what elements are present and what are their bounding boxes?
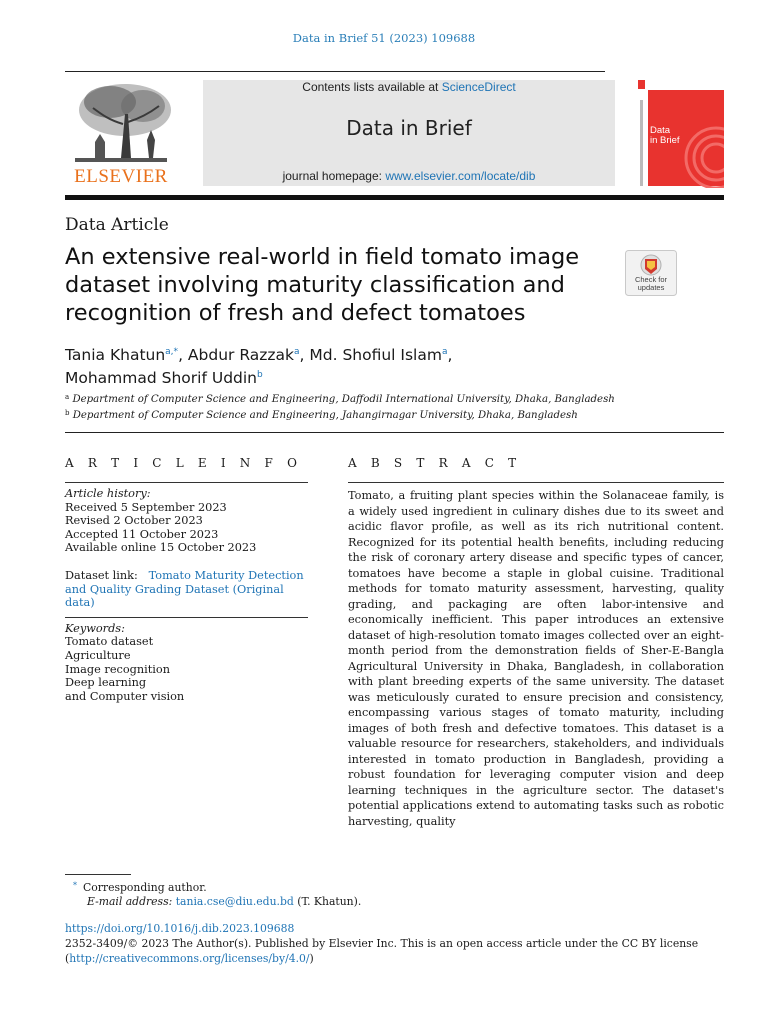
keyword-item: Tomato dataset <box>65 635 154 649</box>
history-item: Available online 15 October 2023 <box>65 541 257 555</box>
corresponding-author-note: * Corresponding author. E-mail address: tania.cse@diu.edu.bd (T. Khatun). <box>73 881 362 908</box>
affiliation-item: $^a$ Department of Computer Science and Engineering, Daffodil International University, Dhaka, Bangladesh <box>65 393 615 405</box>
doi-link[interactable]: https://doi.org/10.1016/j.dib.2023.109688 <box>65 922 295 935</box>
article-info-heading: A R T I C L E I N F O <box>65 456 303 470</box>
contents-line: Contents lists available at ScienceDirect <box>302 80 516 94</box>
author-affiliation-marker[interactable]: b <box>257 370 263 380</box>
keyword-item: Agriculture <box>65 648 131 662</box>
history-item: Revised 2 October 2023 <box>65 514 203 528</box>
email-link[interactable]: tania.cse@diu.edu.bd <box>175 895 294 908</box>
article-info-column <box>65 487 308 703</box>
author-affiliation-marker[interactable]: a <box>441 347 448 357</box>
abstract-text: Tomato, a fruiting plant species within the Solanaceae family, is a widely used ingredient in culinary dishes due to its sweet and acidic flavor profile, as well as its rich nutritional content. Recognized for its potential health benefits, including reducing the risk of coronary artery disease and specific types of cancer, tomatoes have become a staple in global cuisine. Traditional methods for tomato maturity assessment, harvesting, quality grading, and packaging are often labor-intensive and economically inefficient. This paper introduces an extensive dataset of high-resolution tomato images collected over an eight-month period from the demonstration fields of Sher-E-Bangla Agricultural University in Dhaka, Bangladesh, in collaboration with plant breeding experts of the same university. The dataset was meticulously curated to ensure precision and consistency, encompassing various stages of tomato maturity, including images of both fresh and defective tomatoes. This dataset is a valuable resource for researchers, stakeholders, and individuals interested in tomato production in Bangladesh, providing a robust foundation for leveraging computer vision and deep learning techniques in the agriculture sector. The dataset's potential applications extend to automating tasks such as robotic harvesting, quality <box>348 489 724 828</box>
keyword-item: Image recognition <box>65 662 170 676</box>
header-divider <box>65 195 724 200</box>
elsevier-wordmark: ELSEVIER <box>74 166 168 187</box>
keyword-item: Deep learning <box>65 676 147 690</box>
top-rule <box>65 71 605 72</box>
keywords-label: Keywords: <box>65 621 125 635</box>
author-name: Md. Shofiul Islam <box>309 346 442 364</box>
journal-header-band <box>203 80 615 186</box>
dataset-label: Dataset link: <box>65 568 138 582</box>
history-item: Received 5 September 2023 <box>65 500 227 514</box>
dataset-link[interactable]: Tomato Maturity Detection <box>148 568 304 582</box>
article-info-rule <box>65 482 308 483</box>
sciencedirect-link[interactable]: ScienceDirect <box>441 80 516 94</box>
journal-name: Data in Brief <box>346 116 472 140</box>
crossmark-label: Check for updates <box>634 275 668 292</box>
elsevier-logo[interactable] <box>65 80 177 188</box>
author-name: Abdur Razzak <box>187 346 294 364</box>
keyword-item: and Computer vision <box>65 689 185 703</box>
cover-title: Data in Brief <box>650 125 680 146</box>
journal-reference[interactable]: Data in Brief 51 (2023) 109688 <box>292 31 476 45</box>
section-divider <box>65 432 724 433</box>
author-name: Tania Khatun <box>65 346 166 364</box>
history-label: Article history: <box>65 487 151 500</box>
tree-icon <box>65 80 177 166</box>
abstract-rule <box>348 482 724 483</box>
copyright-notice: 2352-3409/© 2023 The Author(s). Published by Elsevier Inc. This is an open access article under the CC BY license (http://creativecommons.org/licenses/by/4.0/) <box>65 937 699 965</box>
homepage-line: journal homepage: www.elsevier.com/locate/dib <box>282 169 536 183</box>
homepage-link[interactable]: www.elsevier.com/locate/dib <box>385 169 536 183</box>
author-affiliation-marker[interactable]: a <box>294 347 300 357</box>
article-type: Data Article <box>65 215 169 235</box>
author-affiliation-marker[interactable]: a,* <box>165 347 179 357</box>
check-for-updates-badge[interactable] <box>625 250 677 296</box>
dataset-link-block <box>65 569 308 610</box>
license-link[interactable]: http://creativecommons.org/licenses/by/4.0/ <box>69 952 310 965</box>
journal-cover[interactable] <box>638 80 724 188</box>
footnote-star: * <box>73 881 77 890</box>
article-title: An extensive real-world in field tomato image dataset involving maturity classification and recognition of fresh and defect tomatoes <box>65 244 580 326</box>
history-item: Accepted 11 October 2023 <box>65 527 219 541</box>
abstract-heading: A B S T R A C T <box>348 456 522 470</box>
dataset-link-cont[interactable]: and Quality Grading Dataset (Original data) <box>65 582 284 610</box>
affiliation-item: $^b$ Department of Computer Science and Engineering, Jahangirnagar University, Dhaka, Bangladesh <box>65 408 578 421</box>
footnote-rule <box>65 874 131 875</box>
author-name: Mohammad Shorif Uddin <box>65 369 258 387</box>
keywords-rule <box>65 617 308 618</box>
affiliations <box>65 391 705 422</box>
author-list: Tania Khatun$^{a,*}$, Abdur Razzak$^a$, Md. Shofiul Islam$^a$, Mohammad Shorif Uddin$^b$ <box>65 346 453 387</box>
